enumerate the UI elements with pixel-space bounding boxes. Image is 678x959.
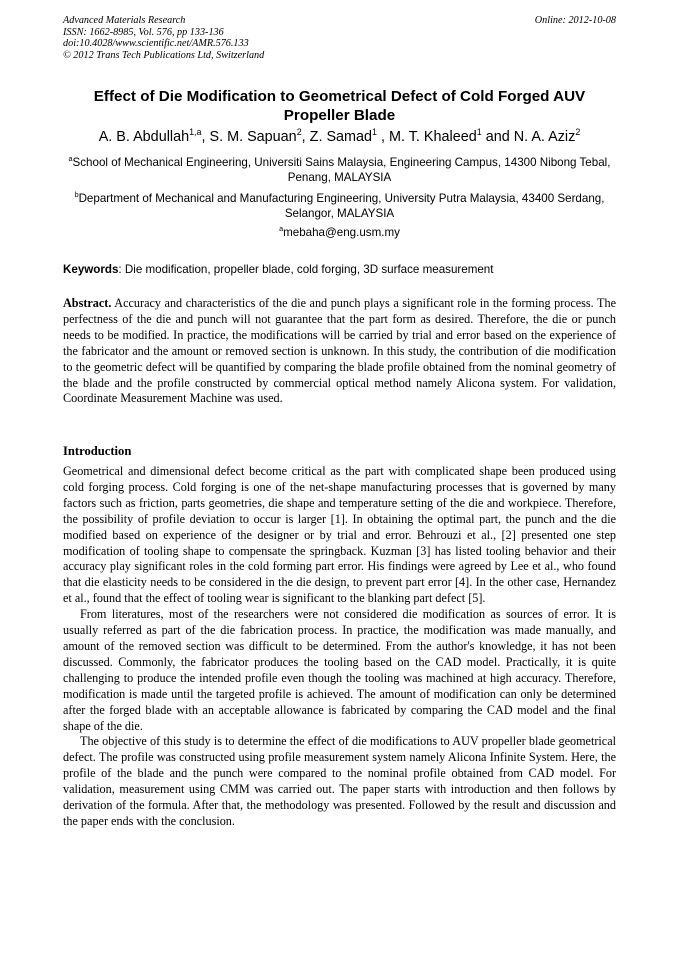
- affiliation-b: [63, 191, 616, 222]
- author-affiliation-mark: 1: [476, 127, 482, 138]
- abstract-label: Abstract.: [63, 296, 112, 310]
- journal-header: [63, 15, 616, 61]
- affiliation-text: School of Mechanical Engineering, Universiti Sains Malaysia, Engineering Campus, 14300 Nibong Tebal, Penang, MALAYSIA: [72, 156, 611, 185]
- author-affiliation-mark: 1: [372, 127, 378, 138]
- author-list: [63, 128, 616, 146]
- author-affiliation-mark: 2: [296, 127, 302, 138]
- author-name: Z. Samad: [309, 129, 373, 145]
- abstract-text: Accuracy and characteristics of the die and punch plays a significant role in the forming process. The perfectness of the die and punch will not guarantee that the part form as desired. Therefore, the die or punch needs to be modified. In practice, the modifications will be carried by trial and error based on the experience of the fabricator and the amount or removed section is unknown. In this study, the contribution of die modification to the geometric defect will be quantified by comparing the blade profile obtained from the nominal geometry of the blade and the profile constructed by commercial optical method namely Alicona system. For validation, Coordinate Measurement Machine was used.: [63, 296, 616, 406]
- paragraph: The objective of this study is to determine the effect of die modifications to AUV propeller blade geometrical defect. The profile was constructed using profile measurement system namely Alicona Infinite System. Here, the profile of the blade and the punch were compared to the nominal profile obtained from CAD model. For validation, measurement using CMM was carried out. The paper starts with introduction and then follows by derivation of the formula. After that, the methodology was presented. Followed by the result and discussion and the paper ends with the conclusion.: [63, 734, 616, 828]
- corresponding-email: [63, 226, 616, 240]
- journal-issn: ISSN: 1662-8985, Vol. 576, pp 133-136: [63, 26, 224, 38]
- author-separator: and: [481, 129, 514, 145]
- journal-copyright: © 2012 Trans Tech Publications Ltd, Switzerland: [63, 49, 265, 61]
- author-name: S. M. Sapuan: [209, 129, 297, 145]
- author-name: M. T. Khaleed: [389, 129, 477, 145]
- online-date: Online: 2012-10-08: [534, 15, 616, 26]
- author-affiliation-mark: 1,a: [189, 127, 202, 138]
- paragraph: From literatures, most of the researchers were not considered die modification as sources of error. It is usually referred as part of the die fabrication process. In practice, the modification was made manually, and amount of the removed section was difficult to be determined. From the author's knowledge, it has not been discussed. Commonly, the fabricator produces the tooling based on the CAD model. Practically, it is quite challenging to produce the intended profile even though the tooling was machined at high accuracy. Therefore, modification is made until the targeted profile is achieved. The amount of modification can only be determined after the forged blade with an acceptable allowance is fabricated by comparing the CAD model and the final shape of the die.: [63, 607, 616, 733]
- affiliation-a: [63, 155, 616, 186]
- paper-title: Effect of Die Modification to Geometrical Defect of Cold Forged AUV Propeller Blade: [93, 88, 586, 124]
- author-separator: ,: [301, 129, 310, 145]
- introduction-body: [63, 464, 616, 830]
- journal-info: [63, 15, 616, 61]
- author-name: A. B. Abdullah: [98, 129, 190, 145]
- keywords-text: : Die modification, propeller blade, cold forging, 3D surface measurement: [118, 263, 494, 276]
- email-marker: a: [279, 224, 284, 234]
- affiliation-marker: a: [68, 154, 73, 164]
- author-separator: ,: [377, 129, 390, 145]
- keywords-label: Keywords: [63, 263, 119, 276]
- abstract: [63, 296, 616, 407]
- affiliation-marker: b: [74, 190, 79, 200]
- affiliation-text: Department of Mechanical and Manufacturing Engineering, University Putra Malaysia, 43400 Serdang, Selangor, MALAYSIA: [78, 192, 605, 221]
- author-separator: ,: [201, 129, 210, 145]
- keywords: [63, 263, 616, 277]
- introduction-heading: Introduction: [63, 444, 132, 458]
- email-address: mebaha@eng.usm.my: [283, 226, 400, 239]
- journal-name: Advanced Materials Research: [63, 15, 186, 26]
- author-name: N. A. Aziz: [513, 129, 576, 145]
- author-affiliation-mark: 2: [575, 127, 581, 138]
- journal-doi: doi:10.4028/www.scientific.net/AMR.576.133: [63, 38, 249, 50]
- paragraph: Geometrical and dimensional defect become critical as the part with complicated shape been produced using cold forging process. Cold forging is one of the net-shape manufacturing processes that is governed by many factors such as friction, parts geometries, die shape and temperature setting of the die and workpiece. Therefore, the possibility of profile deviation to occur is larger [1]. In obtaining the optimal part, the punch and the die modified based on experience of the designer or by trial and error. Behrouzi et al., [2] presented one step modification of tooling shape to compensate the springback. Kuzman [3] has listed tooling behavior and their accuracy play significant roles in the cold forming part error. His findings were agreed by Lee et al., who found that die elasticity needs to be considered in the die design, to prevent part error [4]. In the other case, Hernandez et al., found that the effect of tooling wear is significant to the blanking part defect [5].: [63, 464, 616, 606]
